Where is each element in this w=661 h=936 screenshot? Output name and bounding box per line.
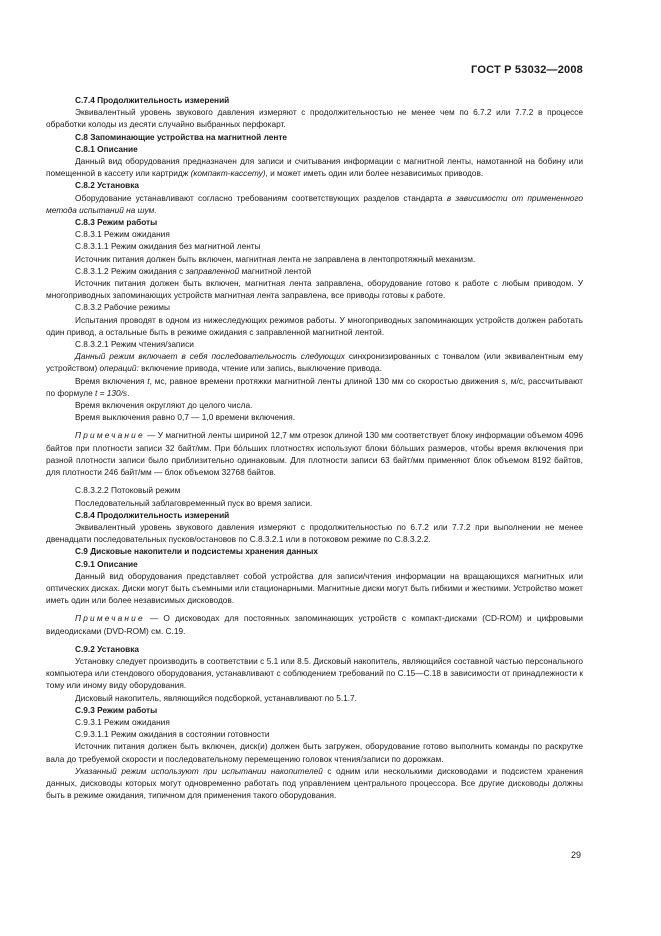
heading-c832: С.8.3.2 Рабочие режимы xyxy=(75,302,170,313)
text-c8321-p1: Данный режим включает в себя последовательность следующих синхронизированных с тонвалом (или эквивалентным ему устройством) операций: включение привода, чтение или запись, выключение привода. xyxy=(46,351,583,374)
note-c8321: Примечание — У магнитной ленты шириной 12,7 мм отрезок длиной 130 мм соответствует блоку информации объемом 4096 байтов при плотности записи 32 байт/мм. При бо́льших плотностях используют блоки бо́льших размеров, чтобы время включения при разной плотности записи было приблизительно одинаковым. Для плотности записи 63 байт/мм применяют блок объемом 8192 байтов, для плотности 246 байт/мм — блок объемом 32768 байтов. xyxy=(46,430,583,478)
text-c832: Испытания проводят в одном из нижеследующих режимов работы. У многоприводных запоминающих устройств должен работать один привод, а остальные быть в режиме ожидания с заправленной магнитной лентой. xyxy=(46,314,583,337)
page-number: 29 xyxy=(570,850,581,860)
heading-c8312: С.8.3.1.2 Режим ожидания с заправленной магнитной лентой xyxy=(75,265,312,276)
text-c82: Оборудование устанавливают согласно требованиям соответствующих разделов стандарта в зависимости от примененного метода испытаний на шум. xyxy=(46,192,583,215)
heading-c8321: С.8.3.2.1 Режим чтения/записи xyxy=(75,339,194,350)
heading-c9311: С.9.3.1.1 Режим ожидания в состоянии готовности xyxy=(75,729,270,740)
text-c8321-p4: Время выключения равно 0,7 — 1,0 времени включения. xyxy=(75,412,296,423)
text-c8321-p3: Время включения округляют до целого числа. xyxy=(75,400,253,411)
heading-c91: С.9.1 Описание xyxy=(75,558,138,569)
text-c9311: Источник питания должен быть включен, диск(и) должен быть загружен, оборудование готово выполнить команды по раскрутке вала до требуемой скорости и последовательному перемещению головок чтения/записи по дорожкам. xyxy=(46,741,583,764)
text-c81: Данный вид оборудования предназначен для записи и считывания информации с магнитной ленты, намотанной на бобину или помещенной в кассету или картридж (компакт-кассету), и может иметь один или более независимых приводов. xyxy=(46,156,583,179)
heading-c81: С.8.1 Описание xyxy=(75,143,138,154)
heading-c831: С.8.3.1 Режим ожидания xyxy=(75,229,170,240)
text-c8321-p2: Время включения t, мс, равное времени протяжки магнитной ленты длиной 130 мм со скоростью движения s, м/с, рассчитывают по формуле t = 130/s. xyxy=(46,375,583,398)
heading-c82: С.8.2 Установка xyxy=(75,180,140,191)
heading-c8: С.8 Запоминающие устройства на магнитной ленте xyxy=(75,131,288,142)
heading-c8322: С.8.3.2.2 Потоковый режим xyxy=(75,485,181,496)
heading-c74: С.7.4 Продолжительность измерений xyxy=(75,95,230,105)
text-c8311: Источник питания должен быть включен, магнитная лента не заправлена в лентопротяжный механизм. xyxy=(75,253,476,264)
heading-c83: С.8.3 Режим работы xyxy=(75,217,158,228)
heading-c84: С.8.4 Продолжительность измерений xyxy=(75,509,230,520)
text-c9311-p2: Указанный режим используют при испытании накопителей с одним или несколькими дисководами и подсистем хранения данных, дисководы которых могут одновременно работать под управлением центрального процессора. Все другие дисководы должны быть в режиме ожидания, типичном для применения такого оборудования. xyxy=(46,765,583,801)
text-c8312: Источник питания должен быть включен, магнитная лента заправлена, оборудование готово к работе с любым приводом. У многоприводных запоминающих устройств магнитная лента заправлена, все приводы готовы к работе. xyxy=(46,278,583,301)
text-c92-p1: Установку следует производить в соответствии с 5.1 или 8.5. Дисковый накопитель, являющийся составной частью персонального компьютера или стендового оборудования, устанавливают с соблюдением требований по С.15—С.18 в зависимости от принадлежности к тому или иному виду оборудования. xyxy=(46,655,583,691)
heading-c9: С.9 Дисковые накопители и подсистемы хранения данных xyxy=(75,546,319,557)
note-c91: Примечание — О дисководах для постоянных запоминающих устройств с компакт-дисками (CD-ROM) и цифровыми видеодисками (DVD-ROM) см. С.19. xyxy=(46,613,583,636)
text-c8322: Последовательный заблаговременный пуск во время записи. xyxy=(75,497,313,508)
heading-c8311: С.8.3.1.1 Режим ожидания без магнитной ленты xyxy=(75,241,261,252)
text-c91: Данный вид оборудования представляет собой устройства для записи/чтения информации на вращающихся магнитных или оптических дисках. Диски могут быть съемными или стационарными. Магнитные диски могут быть гибкими и жесткими. Устройство может иметь один или более независимых дисководов. xyxy=(46,570,583,606)
heading-c931: С.9.3.1 Режим ожидания xyxy=(75,716,170,727)
text-c84: Эквивалентный уровень звукового давления измеряют с продолжительностью по 6.7.2 или 7.7.2 при выполнении не менее двенадцати последовательных пусков/остановов по С.8.3.2.1 или в потоковом режиме по С.8.3.2.2. xyxy=(46,521,583,545)
heading-c93: С.9.3 Режим работы xyxy=(75,704,158,715)
page-body xyxy=(46,94,583,801)
heading-c92: С.9.2 Установка xyxy=(75,643,140,654)
text-c92-p2: Дисковый накопитель, являющийся подсборкой, устанавливают по 5.1.7. xyxy=(75,692,357,703)
text-c74: Эквивалентный уровень звукового давления измеряют с продолжительностью не менее чем по 6.7.2 или 7.7.2 в процессе обработки колоды из десяти случайно выбранных перфокарт. xyxy=(46,107,583,130)
document-header: ГОСТ Р 53032—2008 xyxy=(471,64,583,76)
